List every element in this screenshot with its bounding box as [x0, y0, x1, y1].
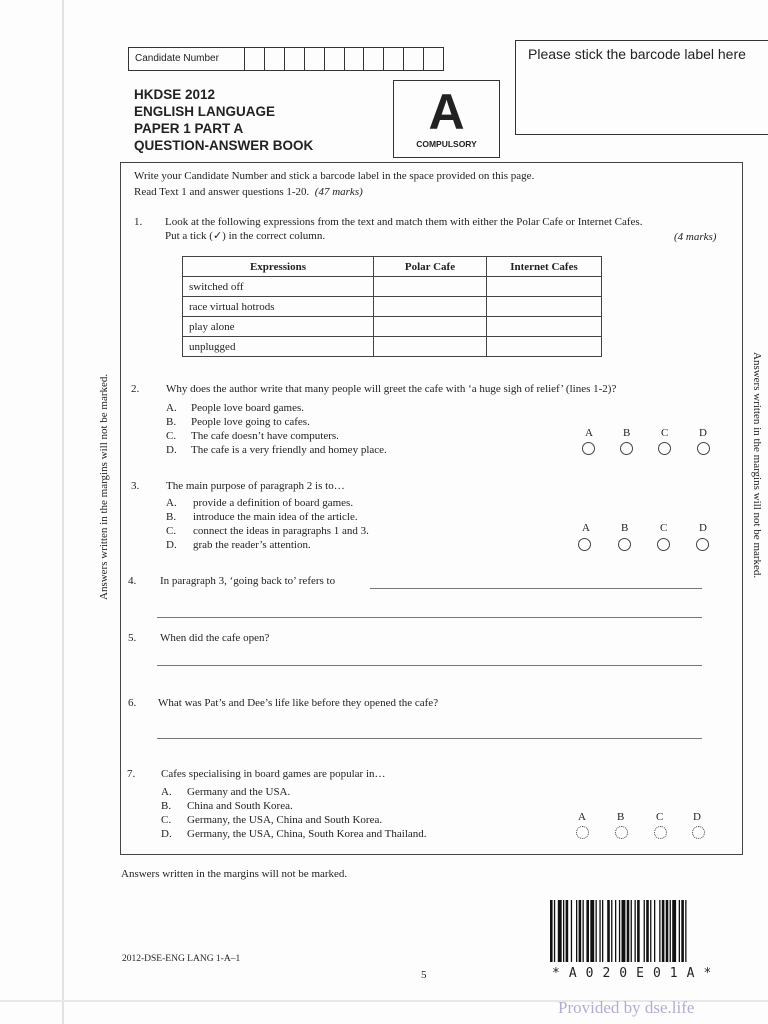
choice-letter: A — [585, 427, 593, 439]
table-header: Polar Cafe — [374, 257, 487, 277]
answer-bubble-a[interactable] — [576, 826, 589, 839]
barcode-bar — [672, 900, 676, 962]
choice-letter: C — [656, 811, 664, 823]
q3-number: 3. — [131, 480, 140, 492]
candidate-digit-cell[interactable] — [404, 48, 424, 70]
barcode-bar — [550, 900, 553, 962]
expression-cell: unplugged — [183, 337, 374, 357]
answer-bubble-b[interactable] — [618, 538, 631, 551]
q3-option-letter: A. — [166, 497, 177, 509]
expression-cell: switched off — [183, 277, 374, 297]
q2-option-text: People love board games. — [191, 402, 305, 414]
choice-letter: B — [623, 427, 631, 439]
q1-number: 1. — [134, 216, 143, 228]
barcode-number: *A020E01A* — [552, 966, 721, 981]
choice-letter: A — [582, 522, 590, 534]
q1-line-1: Look at the following expressions from the text and match them with either the Polar Cafe or Internet Cafes. — [165, 216, 643, 228]
title-line: PAPER 1 PART A — [134, 121, 244, 136]
q6-number: 6. — [128, 697, 137, 709]
barcode-bar — [586, 900, 589, 962]
barcode-bar — [646, 900, 649, 962]
q7-number: 7. — [127, 768, 136, 780]
q4-answer-line[interactable] — [157, 617, 702, 618]
barcode-bar — [654, 900, 655, 962]
choice-letter: D — [693, 811, 701, 823]
choice-letter: B — [617, 811, 625, 823]
barcode-bar — [566, 900, 569, 962]
q3-option-letter: D. — [166, 539, 177, 551]
barcode-bar — [602, 900, 603, 962]
q7-option-text: Germany and the USA. — [187, 786, 291, 798]
table-row — [183, 277, 602, 297]
choice-letter: D — [699, 522, 707, 534]
q2-option-text: The cafe doesn’t have computers. — [191, 430, 339, 442]
q7-option-letter: B. — [161, 800, 172, 812]
table-header: Expressions — [183, 257, 374, 277]
candidate-number-label: Candidate Number — [129, 48, 245, 70]
q2-number: 2. — [131, 383, 140, 395]
q7-option-text: China and South Korea. — [187, 800, 293, 812]
section-a-box — [393, 80, 500, 158]
candidate-digit-cell[interactable] — [245, 48, 265, 70]
title-line: QUESTION-ANSWER BOOK — [134, 138, 314, 153]
q1-matching-table — [182, 256, 602, 357]
left-margin-note: Answers written in the margins will not be marked. — [98, 373, 110, 600]
barcode-bar — [670, 900, 671, 962]
q7-option-letter: C. — [161, 814, 172, 826]
q6-answer-line[interactable] — [157, 738, 702, 739]
internet-cafes-tick-cell[interactable] — [487, 317, 602, 337]
barcode-bar — [631, 900, 632, 962]
barcode-bar — [579, 900, 582, 962]
instruction-text: Read Text 1 and answer questions 1-20. — [134, 186, 310, 198]
q7-option-letter: A. — [161, 786, 172, 798]
title-line: HKDSE 2012 — [134, 87, 216, 102]
q2-option-text: People love going to cafes. — [191, 416, 310, 428]
candidate-digit-cell[interactable] — [285, 48, 305, 70]
q4-text: In paragraph 3, ‘going back to’ refers to — [160, 575, 336, 587]
answer-bubble-c[interactable] — [657, 538, 670, 551]
q4-answer-line[interactable] — [370, 588, 702, 589]
bottom-margin-note: Answers written in the margins will not be marked. — [121, 868, 348, 880]
q2-option-letter: A. — [166, 402, 177, 414]
barcode-bar — [622, 900, 626, 962]
barcode-bar — [681, 900, 684, 962]
choice-letter: B — [621, 522, 629, 534]
barcode-instruction: Please stick the barcode label here — [528, 46, 746, 62]
q3-option-text: introduce the main idea of the article. — [193, 511, 358, 523]
choice-letter: A — [578, 811, 586, 823]
section-letter: A — [428, 84, 465, 140]
barcode-bar — [554, 900, 555, 962]
internet-cafes-tick-cell[interactable] — [487, 337, 602, 357]
right-margin-note: Answers written in the margins will not be marked. — [751, 352, 763, 579]
provided-by-watermark: Provided by dse.life — [558, 998, 695, 1017]
polar-cafe-tick-cell[interactable] — [374, 317, 487, 337]
title-line: ENGLISH LANGUAGE — [134, 104, 276, 119]
q3-option-text: grab the reader’s attention. — [193, 539, 311, 551]
polar-cafe-tick-cell[interactable] — [374, 277, 487, 297]
instruction-line-1: Write your Candidate Number and stick a barcode label in the space provided on this page. — [134, 170, 535, 182]
expression-cell: race virtual hotrods — [183, 297, 374, 317]
q3-option-letter: C. — [166, 525, 177, 537]
q5-number: 5. — [128, 632, 137, 644]
barcode-bar — [619, 900, 620, 962]
answer-bubble-a[interactable] — [582, 442, 595, 455]
q3-option-letter: B. — [166, 511, 177, 523]
q1-line-2: Put a tick (✓) in the correct column. — [165, 230, 326, 242]
answer-bubble-c[interactable] — [654, 826, 667, 839]
q3-text: The main purpose of paragraph 2 is to… — [166, 480, 345, 492]
table-header-row — [183, 257, 602, 277]
answer-bubble-a[interactable] — [578, 538, 591, 551]
barcode-bar — [583, 900, 584, 962]
answer-bubble-d[interactable] — [696, 538, 709, 551]
barcode-bar — [576, 900, 577, 962]
polar-cafe-tick-cell[interactable] — [374, 297, 487, 317]
q1-marks: (4 marks) — [674, 231, 717, 243]
internet-cafes-tick-cell[interactable] — [487, 277, 602, 297]
answer-bubble-c[interactable] — [658, 442, 671, 455]
barcode-bar — [635, 900, 636, 962]
q5-text: When did the cafe open? — [160, 632, 270, 644]
candidate-digit-cell[interactable] — [305, 48, 325, 70]
section-word: COMPULSORY — [416, 139, 477, 149]
q4-number: 4. — [128, 575, 137, 587]
barcode-bar — [666, 900, 669, 962]
q2-option-letter: B. — [166, 416, 177, 428]
table-row — [183, 337, 602, 357]
q7-option-text: Germany, the USA, China and South Korea. — [187, 814, 383, 826]
barcode-bar — [637, 900, 640, 962]
candidate-number-box — [128, 47, 444, 71]
choice-letter: C — [660, 522, 668, 534]
page-number: 5 — [421, 969, 427, 981]
barcode-bar — [615, 900, 616, 962]
q7-option-text: Germany, the USA, China, South Korea and Thailand. — [187, 828, 427, 840]
barcode-bar — [685, 900, 686, 962]
barcode-bar — [571, 900, 572, 962]
barcode-bar — [590, 900, 594, 962]
candidate-digit-cell[interactable] — [384, 48, 404, 70]
answer-bubble-d[interactable] — [697, 442, 710, 455]
barcode-bar — [607, 900, 610, 962]
table-row — [183, 317, 602, 337]
q2-option-letter: D. — [166, 444, 177, 456]
q2-text: Why does the author write that many people will greet the cafe with ‘a huge sigh of relief’ (lines 1-2)? — [166, 383, 617, 395]
barcode-label-area — [515, 40, 768, 135]
answer-bubble-d[interactable] — [692, 826, 705, 839]
paper-code: 2012-DSE-ENG LANG 1-A–1 — [122, 954, 241, 964]
q5-answer-line[interactable] — [157, 665, 702, 666]
barcode-bar — [611, 900, 612, 962]
barcode-bar — [662, 900, 665, 962]
table-row — [183, 297, 602, 317]
paper-title — [134, 86, 313, 154]
barcode-bar — [558, 900, 562, 962]
barcode-bar — [644, 900, 645, 962]
internet-cafes-tick-cell[interactable] — [487, 297, 602, 317]
total-marks: (47 marks) — [314, 186, 363, 198]
barcode-graphic — [548, 900, 763, 964]
q7-option-letter: D. — [161, 828, 172, 840]
barcode-bar — [627, 900, 630, 962]
page-edge — [62, 0, 64, 1024]
barcode-bar — [599, 900, 600, 962]
candidate-digit-cell[interactable] — [364, 48, 384, 70]
polar-cafe-tick-cell[interactable] — [374, 337, 487, 357]
q2-option-letter: C. — [166, 430, 177, 442]
barcode-bar — [659, 900, 660, 962]
instruction-line-2 — [134, 185, 363, 199]
q3-option-text: connect the ideas in paragraphs 1 and 3. — [193, 525, 369, 537]
choice-letter: C — [661, 427, 669, 439]
answer-bubble-b[interactable] — [615, 826, 628, 839]
barcode-bar — [650, 900, 651, 962]
choice-letter: D — [699, 427, 707, 439]
expression-cell: play alone — [183, 317, 374, 337]
candidate-digit-cell[interactable] — [265, 48, 285, 70]
table-header: Internet Cafes — [487, 257, 602, 277]
barcode-bar — [563, 900, 564, 962]
barcode-bar — [679, 900, 680, 962]
q2-option-text: The cafe is a very friendly and homey place. — [191, 444, 387, 456]
candidate-digit-cell[interactable] — [345, 48, 365, 70]
q6-text: What was Pat’s and Dee’s life like before they opened the cafe? — [158, 697, 439, 709]
barcode-bar — [596, 900, 597, 962]
q7-text: Cafes specialising in board games are popular in… — [161, 768, 386, 780]
q3-option-text: provide a definition of board games. — [193, 497, 354, 509]
answer-bubble-b[interactable] — [620, 442, 633, 455]
candidate-digit-cell[interactable] — [325, 48, 345, 70]
candidate-digit-cell[interactable] — [424, 48, 443, 70]
